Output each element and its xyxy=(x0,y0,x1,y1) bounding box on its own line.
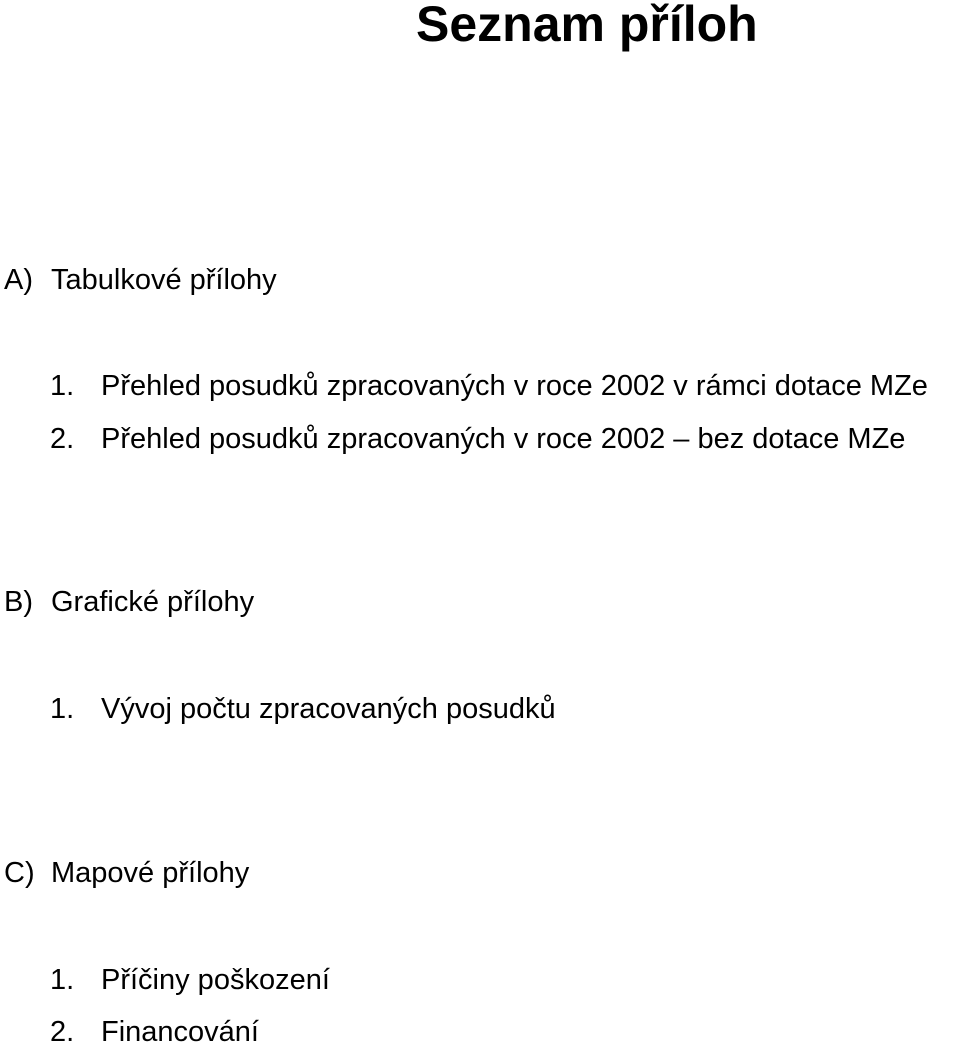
section-heading-a xyxy=(4,262,277,298)
list-item-text: Přehled posudků zpracovaných v roce 2002 – bez dotace MZe xyxy=(101,423,906,455)
list-item-number: 1. xyxy=(50,370,75,402)
list-item xyxy=(50,962,330,998)
list-item-text: Vývoj počtu zpracovaných posudků xyxy=(101,693,556,725)
list-item-number: 2. xyxy=(50,423,75,455)
section-heading-text: Grafické přílohy xyxy=(51,586,255,618)
list-item xyxy=(50,1014,259,1050)
section-letter: A) xyxy=(4,264,33,296)
section-letter: C) xyxy=(4,857,35,889)
section-letter: B) xyxy=(4,586,33,618)
list-item xyxy=(50,368,928,404)
list-item-text: Přehled posudků zpracovaných v roce 2002 v rámci dotace MZe xyxy=(101,370,928,402)
page-title: Seznam příloh xyxy=(416,0,758,52)
list-item-text: Příčiny poškození xyxy=(101,964,330,996)
list-item-number: 2. xyxy=(50,1016,75,1048)
list-item xyxy=(50,421,905,457)
list-item-number: 1. xyxy=(50,964,75,996)
section-heading-text: Tabulkové přílohy xyxy=(51,264,277,296)
section-heading-text: Mapové přílohy xyxy=(51,857,250,889)
section-heading-c xyxy=(4,855,249,891)
section-heading-b xyxy=(4,584,254,620)
list-item xyxy=(50,691,556,727)
list-item-text: Financování xyxy=(101,1016,259,1048)
list-item-number: 1. xyxy=(50,693,75,725)
